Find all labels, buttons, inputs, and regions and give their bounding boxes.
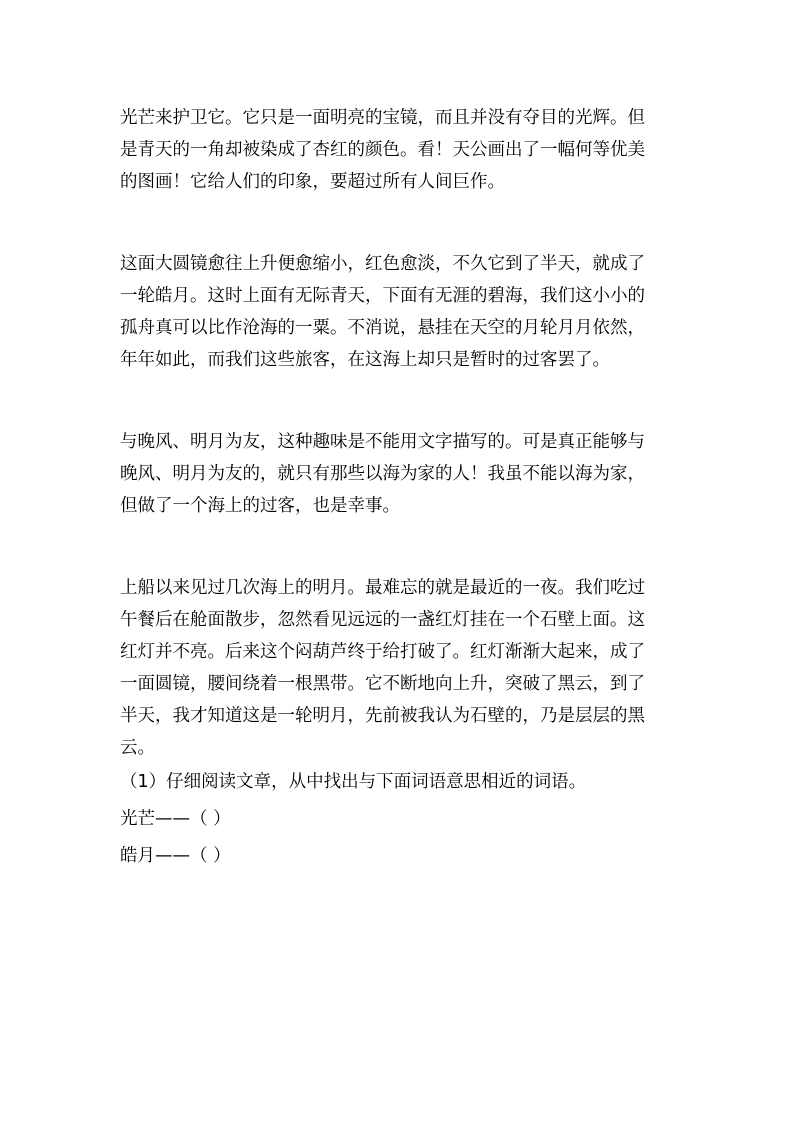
paragraph-1 xyxy=(120,102,680,198)
paragraph-4 xyxy=(120,572,680,764)
paragraph-spacer xyxy=(120,376,680,426)
question-block xyxy=(120,764,680,875)
question-item-guangmang: 光芒——（ ） xyxy=(120,809,231,829)
question-item-haoyue: 皓月——（ ） xyxy=(120,846,231,866)
text-line: 红灯并不亮。后来这个闷葫芦终于给打破了。红灯渐渐大起来，成了 xyxy=(120,642,645,662)
paragraph-3 xyxy=(120,426,680,522)
text-line: 年年如此，而我们这些旅客，在这海上却只是暂时的过客罢了。 xyxy=(120,350,610,370)
text-line: 午餐后在舱面散步，忽然看见远远的一盏红灯挂在一个石壁上面。这 xyxy=(120,610,645,630)
text-line: 晚风、明月为友的，就只有那些以海为家的人！我虽不能以海为家， xyxy=(120,464,645,484)
text-line: 一轮皓月。这时上面有无际青天，下面有无涯的碧海，我们这小小的 xyxy=(120,286,645,306)
document-page xyxy=(120,102,680,875)
text-line: 这面大圆镜愈往上升便愈缩小，红色愈淡，不久它到了半天，就成了 xyxy=(120,254,645,274)
text-line: 上船以来见过几次海上的明月。最难忘的就是最近的一夜。我们吃过 xyxy=(120,578,645,598)
text-line: 孤舟真可以比作沧海的一粟。不消说，悬挂在天空的月轮月月依然， xyxy=(120,318,645,338)
text-line: 的图画！它给人们的印象，要超过所有人间巨作。 xyxy=(120,172,505,192)
paragraph-spacer xyxy=(120,198,680,248)
text-line: 光芒来护卫它。它只是一面明亮的宝镜，而且并没有夺目的光辉。但 xyxy=(120,108,645,128)
text-line: 是青天的一角却被染成了杏红的颜色。看！天公画出了一幅何等优美 xyxy=(120,140,645,160)
paragraph-2 xyxy=(120,248,680,376)
text-line: 但做了一个海上的过客，也是幸事。 xyxy=(120,496,400,516)
text-line: 云。 xyxy=(120,738,155,758)
text-line: 与晚风、明月为友，这种趣味是不能用文字描写的。可是真正能够与 xyxy=(120,432,645,452)
paragraph-spacer xyxy=(120,522,680,572)
question-prompt: （1）仔细阅读文章，从中找出与下面词语意思相近的词语。 xyxy=(120,772,587,792)
text-line: 一面圆镜，腰间绕着一根黑带。它不断地向上升，突破了黑云，到了 xyxy=(120,674,645,694)
text-line: 半天，我才知道这是一轮明月，先前被我认为石壁的，乃是层层的黑 xyxy=(120,706,645,726)
